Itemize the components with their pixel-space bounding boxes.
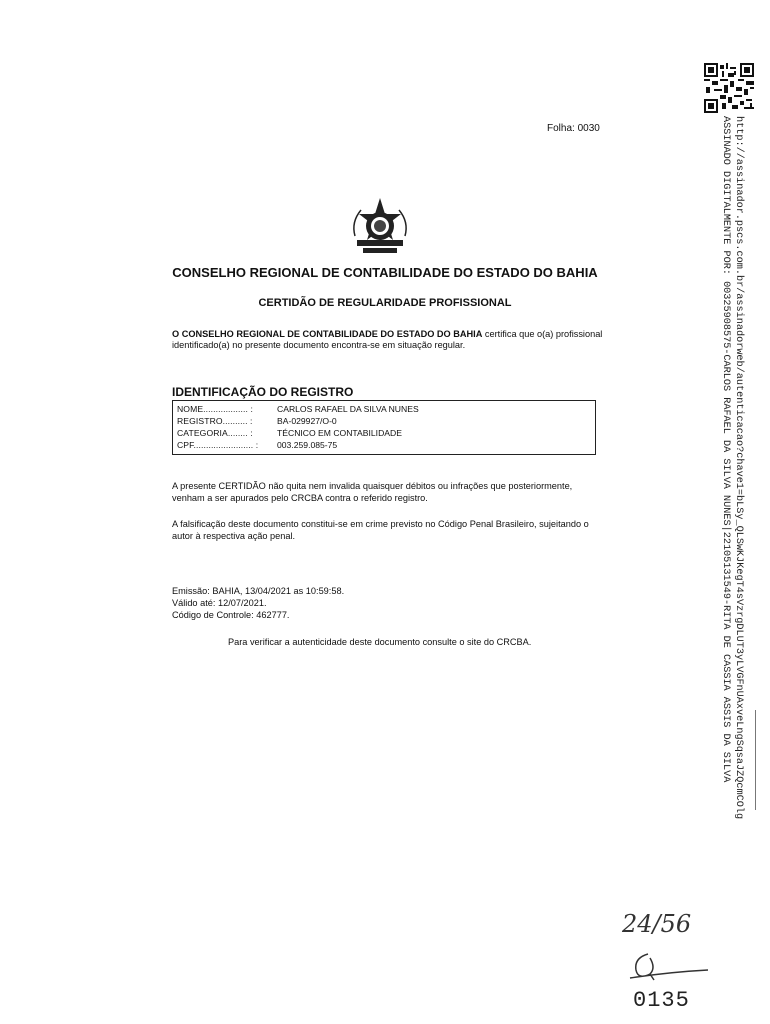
- id-key: CPF........................ :: [177, 440, 259, 450]
- identificacao-title: IDENTIFICAÇÃO DO REGISTRO: [172, 385, 354, 399]
- id-row-categoria: [177, 427, 591, 439]
- emissao-block: [172, 585, 344, 621]
- validade-date: Válido até: 12/07/2021.: [172, 598, 267, 608]
- id-value: CARLOS RAFAEL DA SILVA NUNES: [277, 404, 419, 414]
- identificacao-box: [172, 400, 596, 455]
- certidao-paragraph: A presente CERTIDÃO não quita nem invalida quaisquer débitos ou infrações que posteriormente, venham a ser apurados pelo CRCBA contra o referido registro.: [172, 481, 573, 503]
- id-row-registro: [177, 415, 591, 427]
- page-number: 0135: [633, 988, 690, 1013]
- page-title: CONSELHO REGIONAL DE CONTABILIDADE DO ESTADO DO BAHIA: [172, 265, 598, 280]
- id-value: BA-029927/O-0: [277, 416, 337, 426]
- signed-by-line: ASSINADO DIGITALMENTE POR: 00325908575-CARLOS RAFAEL DA SILVA NUNES|22105131549-RITA DE CASSIA ASSIS DA SILVA: [720, 116, 731, 783]
- side-divider: [755, 710, 756, 810]
- id-key: CATEGORIA........ :: [177, 428, 253, 438]
- verify-note: Para verificar a autenticidade deste documento consulte o site do CRCBA.: [228, 637, 532, 647]
- document-subtitle: CERTIDÃO DE REGULARIDADE PROFISSIONAL: [258, 297, 512, 309]
- id-key: REGISTRO.......... :: [177, 416, 253, 426]
- handwritten-page-count: 24/56: [622, 910, 692, 938]
- id-value: 003.259.085-75: [277, 440, 338, 450]
- codigo-controle: Código de Controle: 462777.: [172, 610, 290, 620]
- brasao-emblem-icon: [349, 196, 411, 262]
- id-value: TÉCNICO EM CONTABILIDADE: [277, 428, 402, 438]
- signature-icon: [620, 948, 710, 984]
- id-row-nome: [177, 403, 591, 415]
- falsificacao-paragraph: A falsificação deste documento constitui-se em crime previsto no Código Penal Brasileiro, sujeitando o autor à respectiva ação penal.: [172, 519, 589, 541]
- authentication-url: http://assinador.pscs.com.br/assinadorweb/autenticacao?chave1=bLSy_QLSwKJKegT4sVzrgDLUT3yLVGFnUAxveLngSqsaJZQcmCOlg: [733, 116, 744, 820]
- qr-code-icon: [704, 63, 754, 113]
- intro-bold: O CONSELHO REGIONAL DE CONTABILIDADE DO ESTADO DO BAHIA: [172, 329, 483, 339]
- emissao-date: Emissão: BAHIA, 13/04/2021 as 10:59:58.: [172, 586, 345, 596]
- intro-text: certifica que o(a) profissional identificado(a) no presente documento encontra-se em situação regular.: [172, 329, 603, 350]
- intro-paragraph: [172, 329, 612, 351]
- id-key: NOME.................. :: [177, 404, 253, 414]
- folha-number: Folha: 0030: [547, 123, 600, 134]
- digital-signature-text: [719, 116, 745, 819]
- id-row-cpf: [177, 439, 591, 451]
